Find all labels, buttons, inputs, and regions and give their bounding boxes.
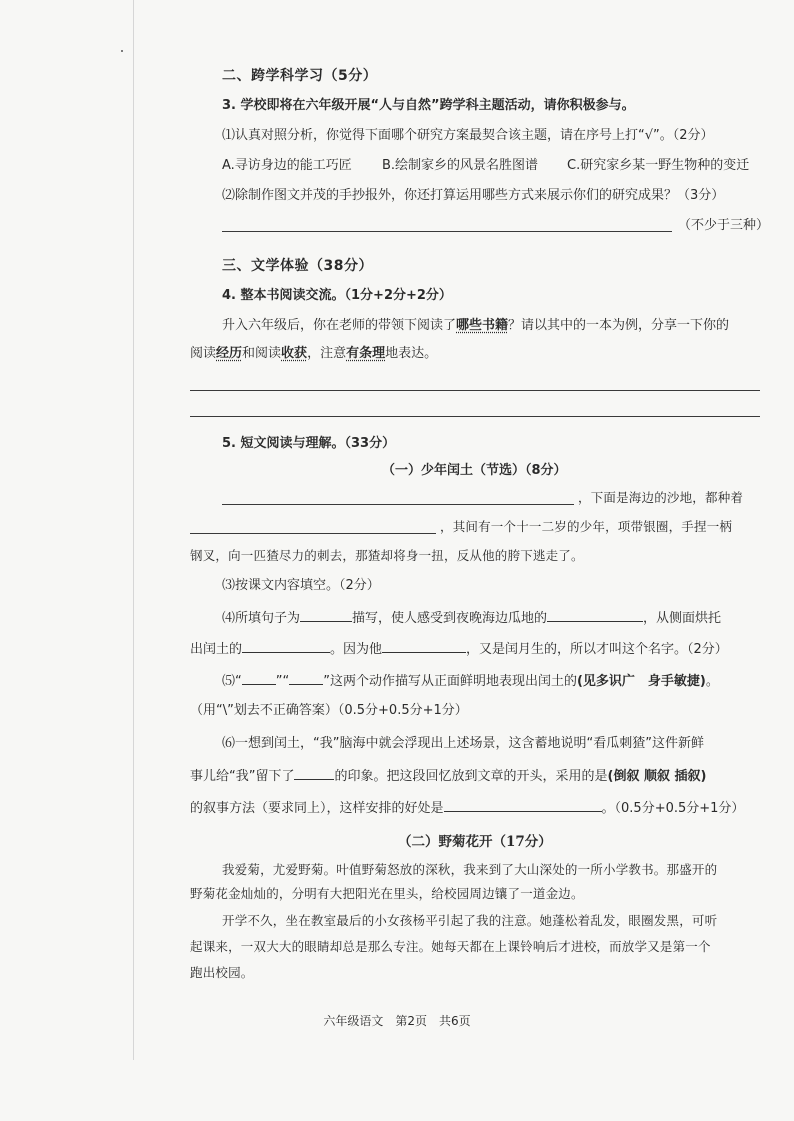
passage-2-line-2: 野菊花金灿灿的，分明有大把阳光在里头，给校园周边镶了一道金边。 <box>190 886 584 901</box>
q56-text: 的印象。把这段回忆放到文章的开头，采用的是 <box>334 769 608 784</box>
question-5: 5. 短文阅读与理解。（33分） <box>222 436 396 451</box>
q4-text: 升入六年级后，你在老师的带领下阅读了 <box>222 318 457 333</box>
q54-text: ，从侧面烘托 <box>643 611 722 626</box>
answer-line-4-1[interactable] <box>190 390 760 391</box>
q4-text: ？请以其中的一本为例，分享一下你的 <box>508 318 730 333</box>
q55-choices[interactable]: (见多识广 身手敏捷) <box>576 674 706 689</box>
question-5-4-line-2 <box>190 640 728 658</box>
scan-edge <box>133 0 134 1060</box>
passage-1-title: （一）少年闰土（节选）（8分） <box>382 463 567 478</box>
fill-blank-passage-1[interactable] <box>222 504 574 505</box>
passage-1-line-1: ，下面是海边的沙地，都种着 <box>578 490 744 505</box>
question-3-1: ⑴认真对照分析，你觉得下面哪个研究方案最契合该主题，请在序号上打“√”。（2分） <box>222 128 714 143</box>
q4-text: 阅读 <box>190 346 217 361</box>
passage-2-title: （二）野菊花开（17分） <box>398 834 552 850</box>
question-5-6-line-3 <box>190 799 744 817</box>
q4-text: ，注意 <box>307 346 347 361</box>
q54-text: 出闰土的 <box>190 642 243 657</box>
blank-description-type[interactable] <box>300 609 352 622</box>
answer-note-3-2: （不少于三种） <box>678 218 770 233</box>
blank-runtu-trait[interactable] <box>242 640 330 653</box>
answer-line-3-2[interactable] <box>222 231 672 232</box>
question-3-2: ⑵除制作图文并茂的手抄报外，你还打算运用哪些方式来展示你们的研究成果？（3分） <box>222 188 725 203</box>
q56-text: 。（0.5分+0.5分+1分） <box>601 801 745 816</box>
q4-emphasis-organized: 有条理 <box>346 346 386 361</box>
passage-2-line-5: 跑出校园。 <box>190 965 254 980</box>
blank-benefit[interactable] <box>444 799 602 812</box>
q54-text: 描写，使人感受到夜晚海边瓜地的 <box>352 611 548 626</box>
q4-emphasis-experience: 经历 <box>216 346 243 361</box>
passage-2-line-3: 开学不久，坐在教室最后的小女孩杨平引起了我的注意。她蓬松着乱发，眼圈发黑，可听 <box>222 913 718 928</box>
section-2-title: 二、跨学科学习（5分） <box>222 68 378 84</box>
q56-text: 事儿给“我”留下了 <box>190 769 295 784</box>
q4-emphasis-gains: 收获 <box>281 346 308 361</box>
passage-1-line-2: ，其间有一个十一二岁的少年，项带银圈，手捏一柄 <box>440 519 733 534</box>
passage-2-line-1: 我爱菊，尤爱野菊。叶值野菊怒放的深秋，我来到了大山深处的一所小学教书。那盛开的 <box>222 862 718 877</box>
section-3-title: 三、文学体验（38分） <box>222 258 373 274</box>
q55-text: ⑸“ <box>222 674 242 689</box>
q54-text: ，又是闰月生的，所以才叫这个名字。（2分） <box>466 642 728 657</box>
blank-name-reason[interactable] <box>382 640 466 653</box>
passage-2-line-4: 起课来，一双大大的眼睛却总是那么专注。她每天都在上课铃响后才进校，而放学又是第一个 <box>190 939 711 954</box>
question-4-prompt-line-2 <box>190 346 437 362</box>
q4-text: 和阅读 <box>242 346 282 361</box>
question-5-5-line-1 <box>222 672 719 690</box>
q4-emphasis-books: 哪些书籍 <box>456 318 509 333</box>
question-4: 4. 整本书阅读交流。（1分+2分+2分） <box>222 288 452 303</box>
blank-action-2[interactable] <box>289 672 323 685</box>
question-4-prompt-line-1 <box>222 318 729 334</box>
q56-choices[interactable]: (倒叙 顺叙 插叙) <box>607 769 707 784</box>
scan-speck <box>121 50 123 52</box>
q55-text: ”这两个动作描写从正面鲜明地表现出闰土的 <box>323 674 577 689</box>
q54-text: 。因为他 <box>330 642 383 657</box>
blank-melon-field[interactable] <box>547 609 643 622</box>
question-5-5-line-2: （用“\”划去不正确答案）（0.5分+0.5分+1分） <box>190 703 468 718</box>
question-5-6-line-1: ⑹一想到闰土，“我”脑海中就会浮现出上述场景，这含蓄地说明“看瓜刺猹”这件新鲜 <box>222 736 704 751</box>
q55-text: ”“ <box>275 674 290 689</box>
page-footer: 六年级语文 第2页 共6页 <box>323 1014 471 1028</box>
option-b[interactable]: B.绘制家乡的风景名胜图谱 <box>382 158 539 173</box>
question-3: 3. 学校即将在六年级开展“人与自然”跨学科主题活动，请你积极参与。 <box>222 98 635 113</box>
option-a[interactable]: A.寻访身边的能工巧匠 <box>222 158 352 173</box>
q54-text: ⑷所填句子为 <box>222 611 301 626</box>
blank-action-1[interactable] <box>242 672 276 685</box>
fill-blank-passage-2[interactable] <box>190 533 436 534</box>
answer-line-4-2[interactable] <box>190 416 760 417</box>
q56-text: 的叙事方法（要求同上），这样安排的好处是 <box>190 801 444 816</box>
passage-1-line-3: 钢叉，向一匹猹尽力的刺去，那猹却将身一扭，反从他的胯下逃走了。 <box>190 548 584 563</box>
blank-impression[interactable] <box>294 767 334 780</box>
question-5-6-line-2 <box>190 767 706 785</box>
q55-text: 。 <box>705 674 719 689</box>
option-c[interactable]: C.研究家乡某一野生物种的变迁 <box>567 158 750 173</box>
q4-text: 地表达。 <box>385 346 438 361</box>
question-5-4-line-1 <box>222 609 721 627</box>
question-5-3: ⑶按课文内容填空。（2分） <box>222 578 380 593</box>
